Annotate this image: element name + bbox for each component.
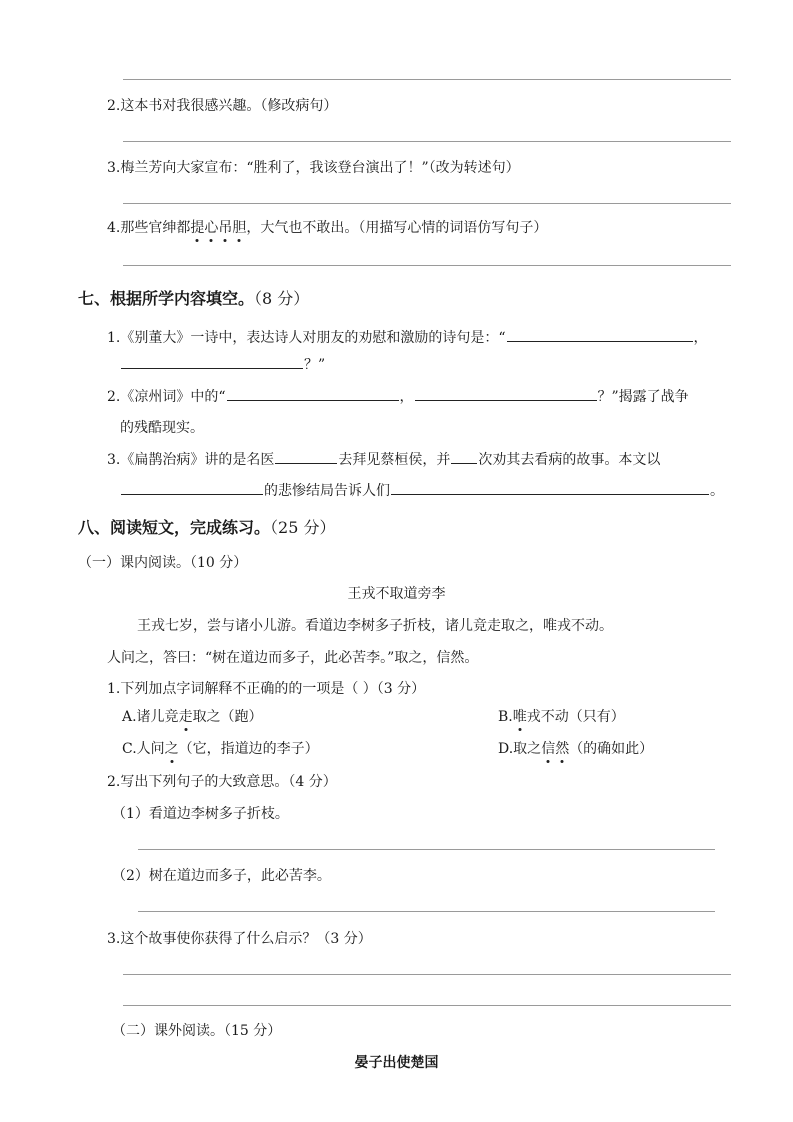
fill-blank[interactable] — [121, 354, 303, 369]
story-paragraph-2: 人问之，答曰：“树在道边而多子，此必苦李。”取之，信然。 — [107, 650, 479, 666]
question-number: 3. — [107, 160, 121, 176]
punctuation: ？” — [304, 357, 326, 373]
punctuation: 。 — [710, 483, 724, 499]
question-8-2: 2.写出下列句子的大致意思。（4 分） — [107, 774, 337, 790]
question-text: 梅兰芳向大家宣布：“胜利了，我该登台演出了！” — [120, 160, 429, 176]
dotted-char: 胆 — [232, 220, 247, 236]
section-7-title — [78, 286, 309, 309]
question-7-1 — [107, 327, 708, 347]
story-2-title: 晏子出使楚国 — [354, 1055, 439, 1071]
question-8-2-2: （2）树在道边而多子，此必苦李。 — [112, 868, 331, 884]
section-points: （25 分） — [270, 518, 336, 537]
fill-blank[interactable] — [227, 386, 399, 401]
question-6-3 — [107, 157, 520, 177]
question-text: 1.《别董大》一诗中，表达诗人对朋友的劝慰和激励的诗句是：“ — [107, 330, 506, 346]
dotted-char: 吊 — [218, 220, 233, 236]
dotted-char: 心 — [204, 220, 219, 236]
option-text: 戎不动（只有） — [526, 709, 625, 725]
question-text: 的残酷现实。 — [120, 420, 204, 436]
answer-line[interactable] — [138, 849, 715, 850]
question-7-3 — [107, 449, 660, 469]
punctuation: ， — [693, 330, 708, 346]
option-text: 取之（跑） — [192, 709, 263, 725]
question-text: 2.《凉州词》中的“ — [107, 389, 226, 405]
question-7-1-cont — [120, 354, 325, 374]
section-8-title — [78, 515, 335, 538]
answer-line[interactable] — [123, 203, 731, 204]
option-text: （它，指道边的李子） — [178, 741, 319, 757]
fill-blank[interactable] — [121, 480, 263, 495]
part-1-heading: （一）课内阅读。（10 分） — [78, 555, 248, 571]
fill-blank[interactable] — [275, 449, 337, 464]
punctuation: ， — [399, 389, 414, 405]
option-b[interactable] — [498, 706, 625, 726]
question-text: ，大气也不敢出。 — [246, 220, 359, 236]
fill-blank[interactable] — [391, 480, 709, 495]
story-paragraph-1: 王戎七岁，尝与诸小儿游。看道边李树多子折枝，诸儿竞走取之，唯戎不动。 — [137, 618, 613, 634]
question-8-1: 1.下列加点字词解释不正确的的一项是（ ）（3 分） — [107, 681, 426, 697]
fill-blank[interactable] — [451, 449, 477, 464]
question-text: 次劝其去看病的故事。本文以 — [478, 452, 661, 468]
question-text: 那些官绅都 — [120, 220, 191, 236]
question-hint: （修改病句） — [260, 98, 338, 114]
question-text: 这本书对我很感兴趣。 — [120, 98, 261, 114]
question-number: 2. — [107, 98, 121, 114]
question-6-4 — [107, 217, 547, 237]
question-text: 去拜见蔡桓侯，并 — [338, 452, 451, 468]
question-text: 3.《扁鹊治病》讲的是名医 — [107, 452, 275, 468]
dotted-char: 走 — [178, 709, 193, 725]
section-title-text: 七、根据所学内容填空。 — [78, 289, 255, 308]
answer-line[interactable] — [123, 974, 731, 975]
story-title: 王戎不取道旁李 — [347, 586, 446, 602]
option-text: C.人问 — [122, 741, 165, 757]
option-d[interactable] — [498, 738, 653, 758]
question-text: ？”揭露了战争 — [597, 389, 689, 405]
question-8-2-1: （1）看道边李树多子折枝。 — [112, 806, 289, 822]
section-points: （8 分） — [254, 289, 310, 308]
question-hint: （用描写心情的词语仿写句子） — [358, 220, 548, 236]
question-7-2 — [107, 386, 689, 406]
section-title-text: 八、阅读短文，完成练习。 — [78, 518, 271, 537]
option-text: B. — [498, 709, 513, 725]
question-number: 4. — [107, 220, 121, 236]
answer-line[interactable] — [123, 1005, 731, 1006]
option-text: D.取之 — [498, 741, 542, 757]
dotted-char: 信 — [541, 741, 556, 757]
fill-blank[interactable] — [507, 327, 693, 342]
question-hint: （改为转述句） — [428, 160, 520, 176]
answer-line[interactable] — [138, 911, 715, 912]
option-text: A.诸儿竞 — [122, 709, 179, 725]
option-text: （的确如此） — [569, 741, 654, 757]
dotted-char: 然 — [555, 741, 570, 757]
fill-blank[interactable] — [415, 386, 597, 401]
answer-line[interactable] — [123, 141, 731, 142]
answer-line[interactable] — [123, 79, 731, 80]
dotted-char: 提 — [190, 220, 205, 236]
part-2-heading: （二）课外阅读。（15 分） — [112, 1023, 282, 1039]
dotted-char: 唯 — [512, 709, 527, 725]
answer-line[interactable] — [123, 265, 731, 266]
question-text: 的悲惨结局告诉人们 — [264, 483, 390, 499]
question-8-3: 3.这个故事使你获得了什么启示？（3 分） — [107, 931, 372, 947]
question-7-3-cont — [120, 480, 724, 500]
dotted-char: 之 — [164, 741, 179, 757]
question-7-2-cont — [120, 417, 204, 437]
option-c[interactable] — [122, 738, 319, 758]
option-a[interactable] — [122, 706, 263, 726]
question-6-2 — [107, 95, 337, 115]
